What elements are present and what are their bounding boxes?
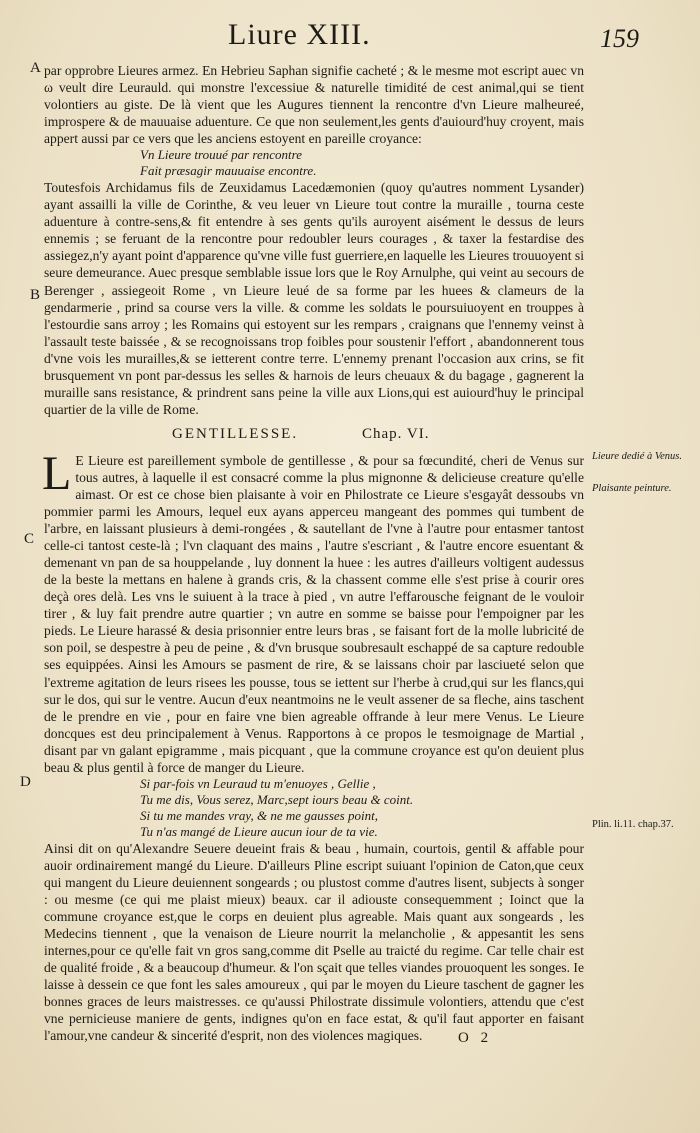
margin-note-pline: Plin. li.11. chap.37. bbox=[592, 819, 674, 830]
paragraph-alexandre: Ainsi dit on qu'Alexandre Seuere deueint frais & beau , humain, courtois, gentil & affable pour auoir ordinairement mangé du Lieure. D'ailleurs Pline escript suiuant l'opinion de Caton,que ceux qui mangent du Lieure deuiennent songeards ; ou plustost comme d'autres lisent, subjects à songer : ou mesme (ce qui me plaist mieux) beaux. car il adiouste consequemment ; Ioinct que la commune croyance est,que le corps en deuient plus agreable. Mais quant aux songeards , les Medecins tiennent , que la venaison de Lieure nourrit la melancholie , & appesantit les sens internes,pour ce qu'elle fait vn gros sang,comme dit Pselle au traicté du regime. Car telle chair est de qualité froide , & a beaucoup d'humeur. & l'on sçait que telles viandes prouoquent les songes. Ie laisse à dessein ce que font les sales amoureux , qui par le moyen du Lieure taschent de gagner les bonnes graces de leurs maistresses. ce qu'aussi Philostrate dissimule volontiers, attendu que c'est vne pernicieuse maniere de gents, indignes qu'on en face estat, & qu'il faut apporter en faisant l'amour,vne candeur & sincerité d'esprit, non des violences magiques. bbox=[44, 840, 584, 1044]
main-text-column bbox=[44, 62, 584, 1044]
section-letter-a: A bbox=[30, 60, 41, 76]
verse-line: Tu n'as mangé de Lieure aucun iour de ta vie. bbox=[140, 823, 378, 839]
drop-cap: L bbox=[42, 446, 72, 500]
signature-mark: O 2 bbox=[458, 1030, 493, 1046]
section-letter-b: B bbox=[30, 287, 41, 303]
chapter-title: GENTILLESSE. bbox=[172, 425, 299, 442]
paragraph-gentillesse bbox=[42, 446, 584, 776]
chapter-heading bbox=[44, 426, 584, 446]
running-title: Liure XIII. bbox=[228, 18, 371, 51]
verse-line: Vn Lieure trouué par rencontre bbox=[140, 147, 302, 163]
verse-line: Si par-fois vn Leuraud tu m'enuoyes , Gellie , bbox=[140, 775, 376, 791]
paragraph-augures: par opprobre Lieures armez. En Hebrieu Saphan signifie cacheté ; & le mesme mot escript auec vn ω veult dire Leurauld. qui monstre l'excessiue & naturelle timidité de cest animal,qui se tient volontiers au giste. De là vient que les Augures tiennent la rencontre d'vn Lieure malheureé, improspere & de mauuaise aduenture. Ce que non seulement,les gents d'auiourd'huy croyent, mais appert aussi par ce vers que les anciens estoyent en pareille croyance: bbox=[44, 63, 584, 147]
margin-note-venus: Lieure dedié à Venus. bbox=[592, 451, 683, 462]
section-letter-c: C bbox=[24, 531, 35, 547]
chapter-number: Chap. VI. bbox=[362, 425, 430, 442]
verse-line: Si tu me mandes vray, & ne me gausses point, bbox=[140, 807, 378, 823]
verse-couplet bbox=[140, 147, 584, 179]
verse-line: Fait præsagir mauuaise encontre. bbox=[140, 163, 317, 179]
page-header bbox=[0, 16, 700, 60]
verse-epigram bbox=[140, 776, 584, 840]
paragraph-gentillesse-text: E Lieure est pareillement symbole de gentillesse , & pour sa fœcundité, cheri de Venus sur tous autres, à laquelle il est consacré comme la plus mignonne & delicieuse creature qu'elle aimast. Or est ce chose bien plaisante à voir en Philostrate ce Lieure s'esgayât dessoubs vn pommier parmi les Amours, lequel eux ayans apperceu mangeant des pommes qui tumbent de l'arbre, en laissant plusieurs à demi-rongées , & sautellant de l'vne à l'autre pour entasmer tantost celle-ci tantost ceste-là ; l'vn claquant des mains , l'autre s'escriant , & l'autre encore esuentant & demenant vn pan de sa houppelande , luy donnent la huee : les autres d'ailleurs voltigent audessus de la beste la mettans en halene à grands cris, & la chassent comme elle s'est prise à courir ores deçà ores delà. Les vns le suiuent à la trace à pied , vn autre l'effarousche feignant de le vouloir tirer , & luy fait prendre autre quartier ; vn autre en somme se baisse pour l'empoigner par les pieds. Le Lieure harassé & desia prisonnier entre leurs bras , se faisant fort de la molle lubricité de son poil, se despestre à peu de peine , & d'vn brusque soubresault eschappé de sa capture redouble ses equippées. Ainsi les Amours se pasment de rire, & se laissans choir par lasciueté selon que l'extreme agitation de leurs risees les pousse, tous se iettent sur l'herbe à crud,qui sur les flancs,qui sur le dos, qui sur le ventre. Aucun d'eux neantmoins ne le veult assener de sa fleche, ains taschent de le prendre en vie , pour en faire vne bien agreable offrande à leur mere Venus. Le Lieure doncques est deu principalement à Venus. Rapportons à ce propos le tesmoignage de Martial , disant par vn galant epigramme , mais picquant , que la commune croyance est qu'on deuient plus beau & plus gentil à force de manger du Lieure. bbox=[44, 452, 584, 775]
section-letter-d: D bbox=[20, 774, 31, 790]
paragraph-archidamus: Toutesfois Archidamus fils de Zeuxidamus Lacedæmonien (quoy qu'autres nomment Lysander) ayant assailli la ville de Corinthe, & veu leuer vn Lieure tout contre la muraille , tourna ceste aduenture à contre-sens,& fit entendre à ses gents qu'ils auroyent aisément le dessus de leurs ennemis ; se feruant de la rencontre pour redoubler leurs courages , & taxer la festardise des assiegez,n'y ayant point d'apparence qu'vne ville fust guerriere,en laquelle les Lieures trouuoyent si seure demeurance. Auec presque semblable issue lors que le Roy Arnulphe, qui veint au secours de Berenger , assiegeoit Rome , vn Lieure leué de sa forme par les huees & clameurs de la gendarmerie , prind sa course vers la ville. & comme les soldats le poursuiuoyent en trouppes à l'estourdie sans arroy ; les Romains qui estoyent sur les rempars , craignans que l'ennemy veinst à l'assault teste baissée , & se recognoissans trop foibles pour soustenir l'effort , abandonnerent tous d'vne vois les murailles,& se ietterent contre terre. L'ennemy prenant l'occasion aux crins, se fit brusquement vn pont par-dessus les selles & harnois de leurs cheuaux & du bagage , gagnerent la muraille sans resistance, & prindrent sans peine la ville aux Lions,qui est auiourd'huy le principal quartier de la ville de Rome. bbox=[44, 180, 584, 417]
verse-line: Tu me dis, Vous serez, Marc,sept iours beau & coint. bbox=[140, 791, 414, 807]
folio-number: 159 bbox=[600, 24, 639, 53]
margin-note-peinture: Plaisante peinture. bbox=[592, 483, 672, 494]
